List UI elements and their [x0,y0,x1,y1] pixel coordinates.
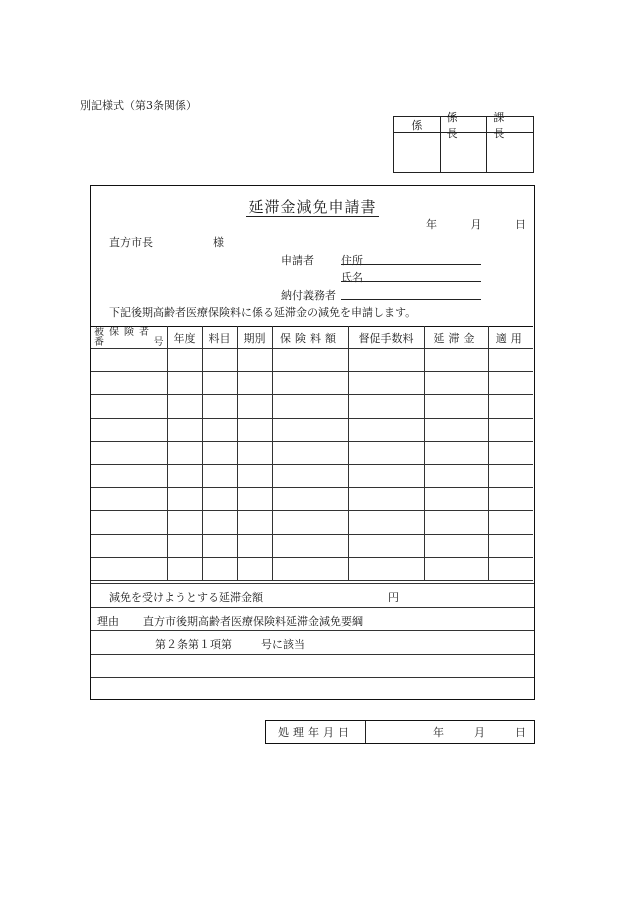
table-cell[interactable] [237,372,272,395]
blank-row-1[interactable] [91,654,534,678]
table-cell[interactable] [91,488,167,511]
table-cell[interactable] [424,557,488,580]
header-insured-go: 号 [153,336,164,348]
proc-day-label: 日 [515,726,526,739]
table-cell[interactable] [91,511,167,534]
table-cell[interactable] [348,464,424,487]
reason-row [91,607,534,631]
table-header-row [91,327,533,349]
table-cell[interactable] [202,488,237,511]
table-cell[interactable] [202,534,237,557]
table-cell[interactable] [348,534,424,557]
table-cell[interactable] [488,441,533,464]
table-cell[interactable] [488,464,533,487]
table-cell[interactable] [91,395,167,418]
table-cell[interactable] [202,511,237,534]
table-cell[interactable] [91,372,167,395]
header-late-fee: 延滞金 [424,327,488,349]
table-cell[interactable] [167,464,202,487]
address-label: 住所 [341,254,363,267]
table-cell[interactable] [348,395,424,418]
table-cell[interactable] [424,534,488,557]
table-row [91,534,533,557]
table-cell[interactable] [167,441,202,464]
form-title: 延滞金減免申請書 [248,198,377,216]
table-cell[interactable] [237,441,272,464]
clause-row[interactable] [91,630,534,654]
stamp-header-kacho: 課長 [493,110,513,140]
name-label: 氏名 [341,271,363,284]
proc-year-label: 年 [433,726,444,739]
table-row [91,557,533,580]
table-cell[interactable] [272,395,348,418]
table-row [91,488,533,511]
date-year-label: 年 [426,218,437,231]
table-cell[interactable] [272,418,348,441]
table-cell[interactable] [237,418,272,441]
stamp-cell-kakari[interactable] [394,133,441,172]
header-dunning-fee: 督促手数料 [348,327,424,349]
payer-label: 納付義務者 [281,289,336,302]
payer-field[interactable] [341,299,481,300]
table-cell[interactable] [424,418,488,441]
table-cell[interactable] [237,534,272,557]
table-cell[interactable] [202,395,237,418]
reason-label: 理由 [97,614,119,628]
table-cell[interactable] [488,349,533,372]
table-cell[interactable] [488,534,533,557]
table-cell[interactable] [167,372,202,395]
table-cell[interactable] [488,372,533,395]
table-cell[interactable] [348,557,424,580]
table-row [91,511,533,534]
table-cell[interactable] [202,349,237,372]
form-label: 別記様式（第3条関係） [80,99,197,112]
header-applicable: 適用 [488,327,533,349]
processing-date-box [265,720,535,744]
table-cell[interactable] [202,441,237,464]
table-row [91,349,533,372]
table-cell[interactable] [348,372,424,395]
table-cell[interactable] [237,395,272,418]
processing-date-field[interactable] [366,721,534,743]
clause-suffix: 号に該当 [261,638,305,651]
table-cell[interactable] [91,441,167,464]
table-cell[interactable] [167,395,202,418]
table-cell[interactable] [424,441,488,464]
stamp-cell-kacho[interactable] [487,133,533,172]
table-row [91,464,533,487]
application-form [90,185,535,700]
table-cell[interactable] [348,488,424,511]
table-cell[interactable] [488,395,533,418]
header-fiscal-year: 年度 [167,327,202,349]
table-cell[interactable] [91,534,167,557]
name-field[interactable] [341,281,481,282]
table-cell[interactable] [488,511,533,534]
table-row [91,418,533,441]
addressee-honorific: 様 [213,236,224,249]
address-field[interactable] [341,264,481,265]
table-cell[interactable] [424,464,488,487]
reason-text: 直方市後期高齢者医療保険料延滞金減免要綱 [143,614,363,628]
table-cell[interactable] [237,349,272,372]
table-cell[interactable] [488,557,533,580]
table-cell[interactable] [237,464,272,487]
yen-unit: 円 [388,591,399,604]
table-cell[interactable] [348,441,424,464]
table-cell[interactable] [348,418,424,441]
reduction-amount-row[interactable] [91,583,534,607]
blank-row-2[interactable] [91,677,534,701]
table-cell[interactable] [167,511,202,534]
processing-date-label: 処理年月日 [266,721,366,743]
application-statement: 下記後期高齢者医療保険料に係る延滞金の減免を申請します。 [109,306,417,319]
date-day-label: 日 [515,218,526,231]
date-month-label: 月 [470,218,482,231]
table-cell[interactable] [272,441,348,464]
table-cell[interactable] [424,372,488,395]
table-cell[interactable] [167,488,202,511]
table-cell[interactable] [91,418,167,441]
table-cell[interactable] [167,534,202,557]
header-insured-ban: 番 [94,336,104,348]
reduction-amount-label: 減免を受けようとする延滞金額 [109,591,263,604]
table-cell[interactable] [488,418,533,441]
table-cell[interactable] [202,418,237,441]
table-cell[interactable] [424,511,488,534]
table-cell[interactable] [237,557,272,580]
table-cell[interactable] [272,511,348,534]
table-cell[interactable] [237,488,272,511]
approval-stamp-box [393,110,534,173]
table-cell[interactable] [272,534,348,557]
clause-prefix: 第２条第１項第 [155,638,232,651]
table-cell[interactable] [272,349,348,372]
table-cell[interactable] [272,464,348,487]
application-date[interactable] [426,216,526,232]
form-footer [91,583,534,701]
table-cell[interactable] [424,488,488,511]
table-row [91,441,533,464]
table-cell[interactable] [167,349,202,372]
table-cell[interactable] [424,349,488,372]
table-cell[interactable] [488,488,533,511]
header-item: 料目 [202,327,237,349]
applicant-label: 申請者 [281,254,314,267]
table-cell[interactable] [167,557,202,580]
table-cell[interactable] [424,395,488,418]
table-cell[interactable] [237,511,272,534]
table-cell[interactable] [167,418,202,441]
header-period: 期別 [237,327,272,349]
table-cell[interactable] [91,464,167,487]
table-row [91,372,533,395]
stamp-cell-kakaricho[interactable] [441,133,488,172]
table-cell[interactable] [348,349,424,372]
delinquency-table [91,326,533,581]
header-premium-amount: 保険料額 [272,327,348,349]
proc-month-label: 月 [474,726,485,739]
table-cell[interactable] [272,557,348,580]
addressee-mayor: 直方市長 [109,236,153,249]
table-cell[interactable] [272,488,348,511]
header-insured-line1: 被保険者 [94,326,154,338]
table-cell[interactable] [272,372,348,395]
table-cell[interactable] [202,372,237,395]
table-cell[interactable] [202,557,237,580]
stamp-header-kakaricho: 係長 [441,117,488,132]
table-cell[interactable] [348,511,424,534]
table-cell[interactable] [91,349,167,372]
header-insured-number [91,327,167,349]
table-cell[interactable] [202,464,237,487]
table-cell[interactable] [91,557,167,580]
stamp-header-kakari: 係 [394,117,441,132]
table-row [91,395,533,418]
